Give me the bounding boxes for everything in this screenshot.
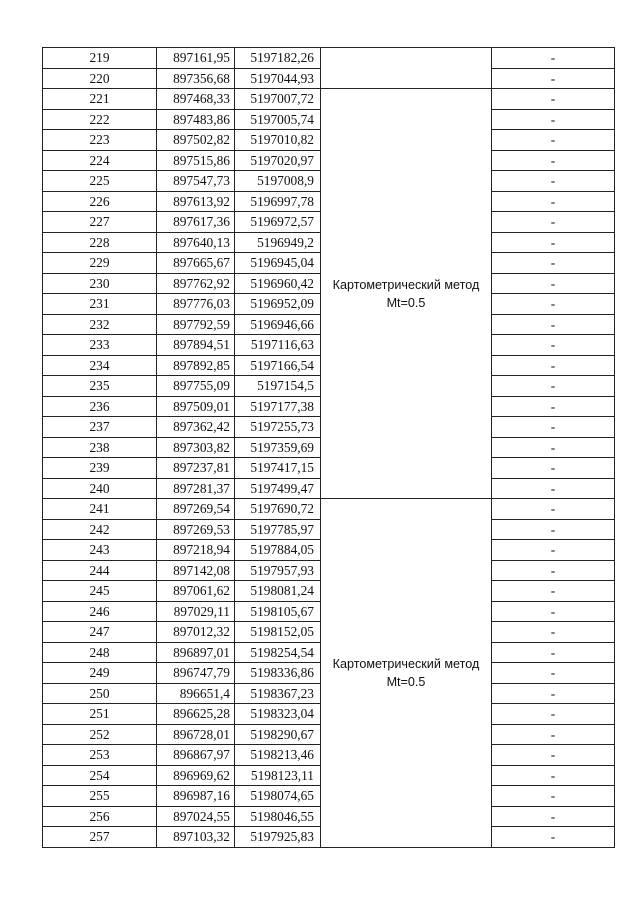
point-number-cell: 224 bbox=[43, 150, 157, 171]
table-row bbox=[43, 48, 615, 69]
x-coordinate-cell: 897356,68 bbox=[157, 68, 235, 89]
y-coordinate-cell: 5196949,2 bbox=[235, 232, 321, 253]
y-coordinate-cell: 5197417,15 bbox=[235, 458, 321, 479]
note-cell: - bbox=[492, 48, 615, 69]
note-cell: - bbox=[492, 396, 615, 417]
note-cell: - bbox=[492, 745, 615, 766]
x-coordinate-cell: 897665,67 bbox=[157, 253, 235, 274]
note-cell: - bbox=[492, 499, 615, 520]
y-coordinate-cell: 5197116,63 bbox=[235, 335, 321, 356]
x-coordinate-cell: 897617,36 bbox=[157, 212, 235, 233]
note-cell: - bbox=[492, 786, 615, 807]
note-cell: - bbox=[492, 458, 615, 479]
y-coordinate-cell: 5198367,23 bbox=[235, 683, 321, 704]
x-coordinate-cell: 897762,92 bbox=[157, 273, 235, 294]
x-coordinate-cell: 897024,55 bbox=[157, 806, 235, 827]
y-coordinate-cell: 5196997,78 bbox=[235, 191, 321, 212]
x-coordinate-cell: 897237,81 bbox=[157, 458, 235, 479]
note-cell: - bbox=[492, 437, 615, 458]
y-coordinate-cell: 5197690,72 bbox=[235, 499, 321, 520]
method-cell: Картометрический метод Mt=0.5 bbox=[321, 89, 492, 499]
note-cell: - bbox=[492, 683, 615, 704]
point-number-cell: 221 bbox=[43, 89, 157, 110]
y-coordinate-cell: 5198074,65 bbox=[235, 786, 321, 807]
note-cell: - bbox=[492, 89, 615, 110]
x-coordinate-cell: 896897,01 bbox=[157, 642, 235, 663]
y-coordinate-cell: 5197008,9 bbox=[235, 171, 321, 192]
point-number-cell: 253 bbox=[43, 745, 157, 766]
note-cell: - bbox=[492, 314, 615, 335]
y-coordinate-cell: 5197785,97 bbox=[235, 519, 321, 540]
note-cell: - bbox=[492, 335, 615, 356]
note-cell: - bbox=[492, 724, 615, 745]
y-coordinate-cell: 5196946,66 bbox=[235, 314, 321, 335]
x-coordinate-cell: 897894,51 bbox=[157, 335, 235, 356]
point-number-cell: 254 bbox=[43, 765, 157, 786]
point-number-cell: 225 bbox=[43, 171, 157, 192]
x-coordinate-cell: 897792,59 bbox=[157, 314, 235, 335]
note-cell: - bbox=[492, 642, 615, 663]
point-number-cell: 242 bbox=[43, 519, 157, 540]
y-coordinate-cell: 5197182,26 bbox=[235, 48, 321, 69]
x-coordinate-cell: 897755,09 bbox=[157, 376, 235, 397]
y-coordinate-cell: 5196960,42 bbox=[235, 273, 321, 294]
note-cell: - bbox=[492, 355, 615, 376]
y-coordinate-cell: 5197177,38 bbox=[235, 396, 321, 417]
note-cell: - bbox=[492, 68, 615, 89]
point-number-cell: 229 bbox=[43, 253, 157, 274]
x-coordinate-cell: 897142,08 bbox=[157, 560, 235, 581]
y-coordinate-cell: 5197884,05 bbox=[235, 540, 321, 561]
x-coordinate-cell: 897218,94 bbox=[157, 540, 235, 561]
note-cell: - bbox=[492, 294, 615, 315]
y-coordinate-cell: 5197925,83 bbox=[235, 827, 321, 848]
x-coordinate-cell: 897362,42 bbox=[157, 417, 235, 438]
point-number-cell: 240 bbox=[43, 478, 157, 499]
point-number-cell: 245 bbox=[43, 581, 157, 602]
table-row bbox=[43, 499, 615, 520]
note-cell: - bbox=[492, 663, 615, 684]
note-cell: - bbox=[492, 232, 615, 253]
point-number-cell: 250 bbox=[43, 683, 157, 704]
point-number-cell: 228 bbox=[43, 232, 157, 253]
x-coordinate-cell: 897281,37 bbox=[157, 478, 235, 499]
point-number-cell: 238 bbox=[43, 437, 157, 458]
note-cell: - bbox=[492, 519, 615, 540]
x-coordinate-cell: 897468,33 bbox=[157, 89, 235, 110]
x-coordinate-cell: 897103,32 bbox=[157, 827, 235, 848]
note-cell: - bbox=[492, 478, 615, 499]
x-coordinate-cell: 897509,01 bbox=[157, 396, 235, 417]
y-coordinate-cell: 5197044,93 bbox=[235, 68, 321, 89]
note-cell: - bbox=[492, 273, 615, 294]
point-number-cell: 243 bbox=[43, 540, 157, 561]
y-coordinate-cell: 5198081,24 bbox=[235, 581, 321, 602]
x-coordinate-cell: 897547,73 bbox=[157, 171, 235, 192]
point-number-cell: 241 bbox=[43, 499, 157, 520]
x-coordinate-cell: 897640,13 bbox=[157, 232, 235, 253]
note-cell: - bbox=[492, 581, 615, 602]
note-cell: - bbox=[492, 376, 615, 397]
note-cell: - bbox=[492, 560, 615, 581]
x-coordinate-cell: 896625,28 bbox=[157, 704, 235, 725]
x-coordinate-cell: 897613,92 bbox=[157, 191, 235, 212]
point-number-cell: 231 bbox=[43, 294, 157, 315]
point-number-cell: 233 bbox=[43, 335, 157, 356]
y-coordinate-cell: 5197359,69 bbox=[235, 437, 321, 458]
y-coordinate-cell: 5198046,55 bbox=[235, 806, 321, 827]
point-number-cell: 251 bbox=[43, 704, 157, 725]
y-coordinate-cell: 5196972,57 bbox=[235, 212, 321, 233]
note-cell: - bbox=[492, 171, 615, 192]
note-cell: - bbox=[492, 765, 615, 786]
point-number-cell: 236 bbox=[43, 396, 157, 417]
point-number-cell: 235 bbox=[43, 376, 157, 397]
x-coordinate-cell: 897269,53 bbox=[157, 519, 235, 540]
method-cell: Картометрический метод Mt=0.5 bbox=[321, 499, 492, 848]
note-cell: - bbox=[492, 827, 615, 848]
point-number-cell: 256 bbox=[43, 806, 157, 827]
note-cell: - bbox=[492, 540, 615, 561]
x-coordinate-cell: 897161,95 bbox=[157, 48, 235, 69]
note-cell: - bbox=[492, 704, 615, 725]
y-coordinate-cell: 5197010,82 bbox=[235, 130, 321, 151]
x-coordinate-cell: 896969,62 bbox=[157, 765, 235, 786]
point-number-cell: 223 bbox=[43, 130, 157, 151]
x-coordinate-cell: 896728,01 bbox=[157, 724, 235, 745]
point-number-cell: 239 bbox=[43, 458, 157, 479]
y-coordinate-cell: 5197166,54 bbox=[235, 355, 321, 376]
point-number-cell: 222 bbox=[43, 109, 157, 130]
x-coordinate-cell: 896987,16 bbox=[157, 786, 235, 807]
point-number-cell: 234 bbox=[43, 355, 157, 376]
coordinates-table-body bbox=[43, 48, 615, 848]
y-coordinate-cell: 5198336,86 bbox=[235, 663, 321, 684]
note-cell: - bbox=[492, 253, 615, 274]
note-cell: - bbox=[492, 109, 615, 130]
note-cell: - bbox=[492, 130, 615, 151]
y-coordinate-cell: 5198105,67 bbox=[235, 601, 321, 622]
point-number-cell: 255 bbox=[43, 786, 157, 807]
x-coordinate-cell: 897515,86 bbox=[157, 150, 235, 171]
point-number-cell: 227 bbox=[43, 212, 157, 233]
y-coordinate-cell: 5198290,67 bbox=[235, 724, 321, 745]
y-coordinate-cell: 5197499,47 bbox=[235, 478, 321, 499]
point-number-cell: 220 bbox=[43, 68, 157, 89]
note-cell: - bbox=[492, 150, 615, 171]
y-coordinate-cell: 5198323,04 bbox=[235, 704, 321, 725]
x-coordinate-cell: 897502,82 bbox=[157, 130, 235, 151]
point-number-cell: 247 bbox=[43, 622, 157, 643]
y-coordinate-cell: 5197005,74 bbox=[235, 109, 321, 130]
x-coordinate-cell: 897303,82 bbox=[157, 437, 235, 458]
y-coordinate-cell: 5198152,05 bbox=[235, 622, 321, 643]
coordinates-table bbox=[42, 47, 615, 848]
y-coordinate-cell: 5196952,09 bbox=[235, 294, 321, 315]
note-cell: - bbox=[492, 417, 615, 438]
x-coordinate-cell: 897269,54 bbox=[157, 499, 235, 520]
y-coordinate-cell: 5196945,04 bbox=[235, 253, 321, 274]
x-coordinate-cell: 897776,03 bbox=[157, 294, 235, 315]
point-number-cell: 226 bbox=[43, 191, 157, 212]
y-coordinate-cell: 5197020,97 bbox=[235, 150, 321, 171]
x-coordinate-cell: 897483,86 bbox=[157, 109, 235, 130]
note-cell: - bbox=[492, 191, 615, 212]
note-cell: - bbox=[492, 212, 615, 233]
x-coordinate-cell: 896867,97 bbox=[157, 745, 235, 766]
x-coordinate-cell: 897061,62 bbox=[157, 581, 235, 602]
x-coordinate-cell: 897012,32 bbox=[157, 622, 235, 643]
point-number-cell: 232 bbox=[43, 314, 157, 335]
point-number-cell: 252 bbox=[43, 724, 157, 745]
point-number-cell: 249 bbox=[43, 663, 157, 684]
y-coordinate-cell: 5197154,5 bbox=[235, 376, 321, 397]
note-cell: - bbox=[492, 622, 615, 643]
y-coordinate-cell: 5197255,73 bbox=[235, 417, 321, 438]
y-coordinate-cell: 5198213,46 bbox=[235, 745, 321, 766]
method-cell bbox=[321, 48, 492, 89]
x-coordinate-cell: 897029,11 bbox=[157, 601, 235, 622]
x-coordinate-cell: 896651,4 bbox=[157, 683, 235, 704]
point-number-cell: 219 bbox=[43, 48, 157, 69]
y-coordinate-cell: 5197007,72 bbox=[235, 89, 321, 110]
note-cell: - bbox=[492, 601, 615, 622]
point-number-cell: 257 bbox=[43, 827, 157, 848]
point-number-cell: 248 bbox=[43, 642, 157, 663]
note-cell: - bbox=[492, 806, 615, 827]
x-coordinate-cell: 896747,79 bbox=[157, 663, 235, 684]
point-number-cell: 246 bbox=[43, 601, 157, 622]
y-coordinate-cell: 5197957,93 bbox=[235, 560, 321, 581]
table-row bbox=[43, 89, 615, 110]
y-coordinate-cell: 5198254,54 bbox=[235, 642, 321, 663]
point-number-cell: 237 bbox=[43, 417, 157, 438]
point-number-cell: 244 bbox=[43, 560, 157, 581]
x-coordinate-cell: 897892,85 bbox=[157, 355, 235, 376]
point-number-cell: 230 bbox=[43, 273, 157, 294]
y-coordinate-cell: 5198123,11 bbox=[235, 765, 321, 786]
